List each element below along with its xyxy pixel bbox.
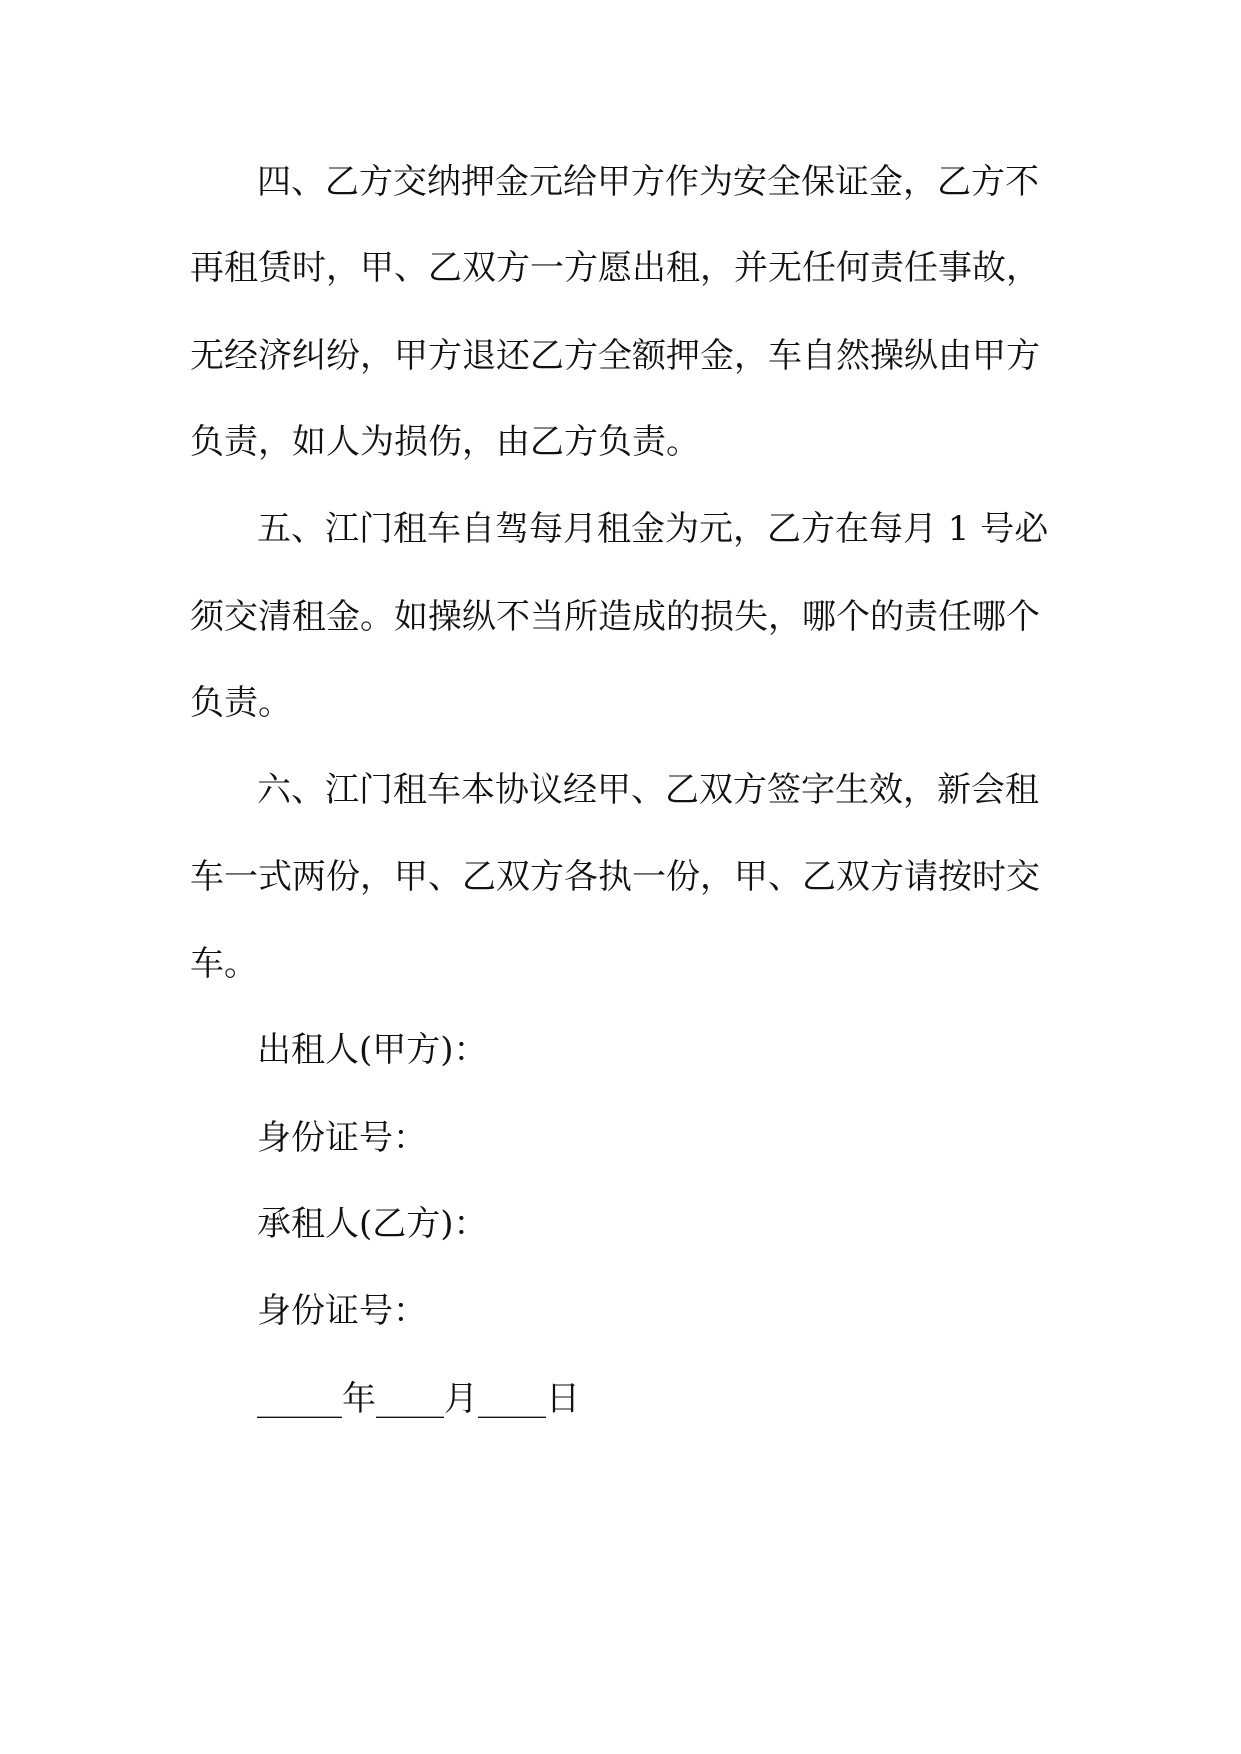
lessee-label: 承租人(乙方)： [257,1204,488,1244]
clause-6-line-3: 车。 [190,944,258,984]
date-line: _____年____月____日 [257,1379,580,1419]
clause-4-line-4: 负责，如人为损伤，由乙方负责。 [190,422,700,462]
document-page [190,0,1049,1754]
clause-4-line-1: 四、乙方交纳押金元给甲方作为安全保证金，乙方不 [257,162,1039,202]
lessee-id-label: 身份证号： [257,1291,427,1331]
clause-4-line-2: 再租赁时，甲、乙双方一方愿出租，并无任何责任事故， [190,248,1040,288]
clause-5-line-3: 负责。 [190,683,292,723]
clause-6-line-2: 车一式两份，甲、乙双方各执一份，甲、乙双方请按时交 [190,857,1040,897]
clause-5-line-1: 五、江门租车自驾每月租金为元，乙方在每月 1 号必 [257,509,1049,549]
clause-5-line-2: 须交清租金。如操纵不当所造成的损失，哪个的责任哪个 [190,597,1040,637]
lessor-label: 出租人(甲方)： [257,1030,488,1070]
clause-6-line-1: 六、江门租车本协议经甲、乙双方签字生效，新会租 [257,770,1039,810]
clause-4-line-3: 无经济纠纷，甲方退还乙方全额押金，车自然操纵由甲方 [190,336,1040,376]
lessor-id-label: 身份证号： [257,1118,427,1158]
